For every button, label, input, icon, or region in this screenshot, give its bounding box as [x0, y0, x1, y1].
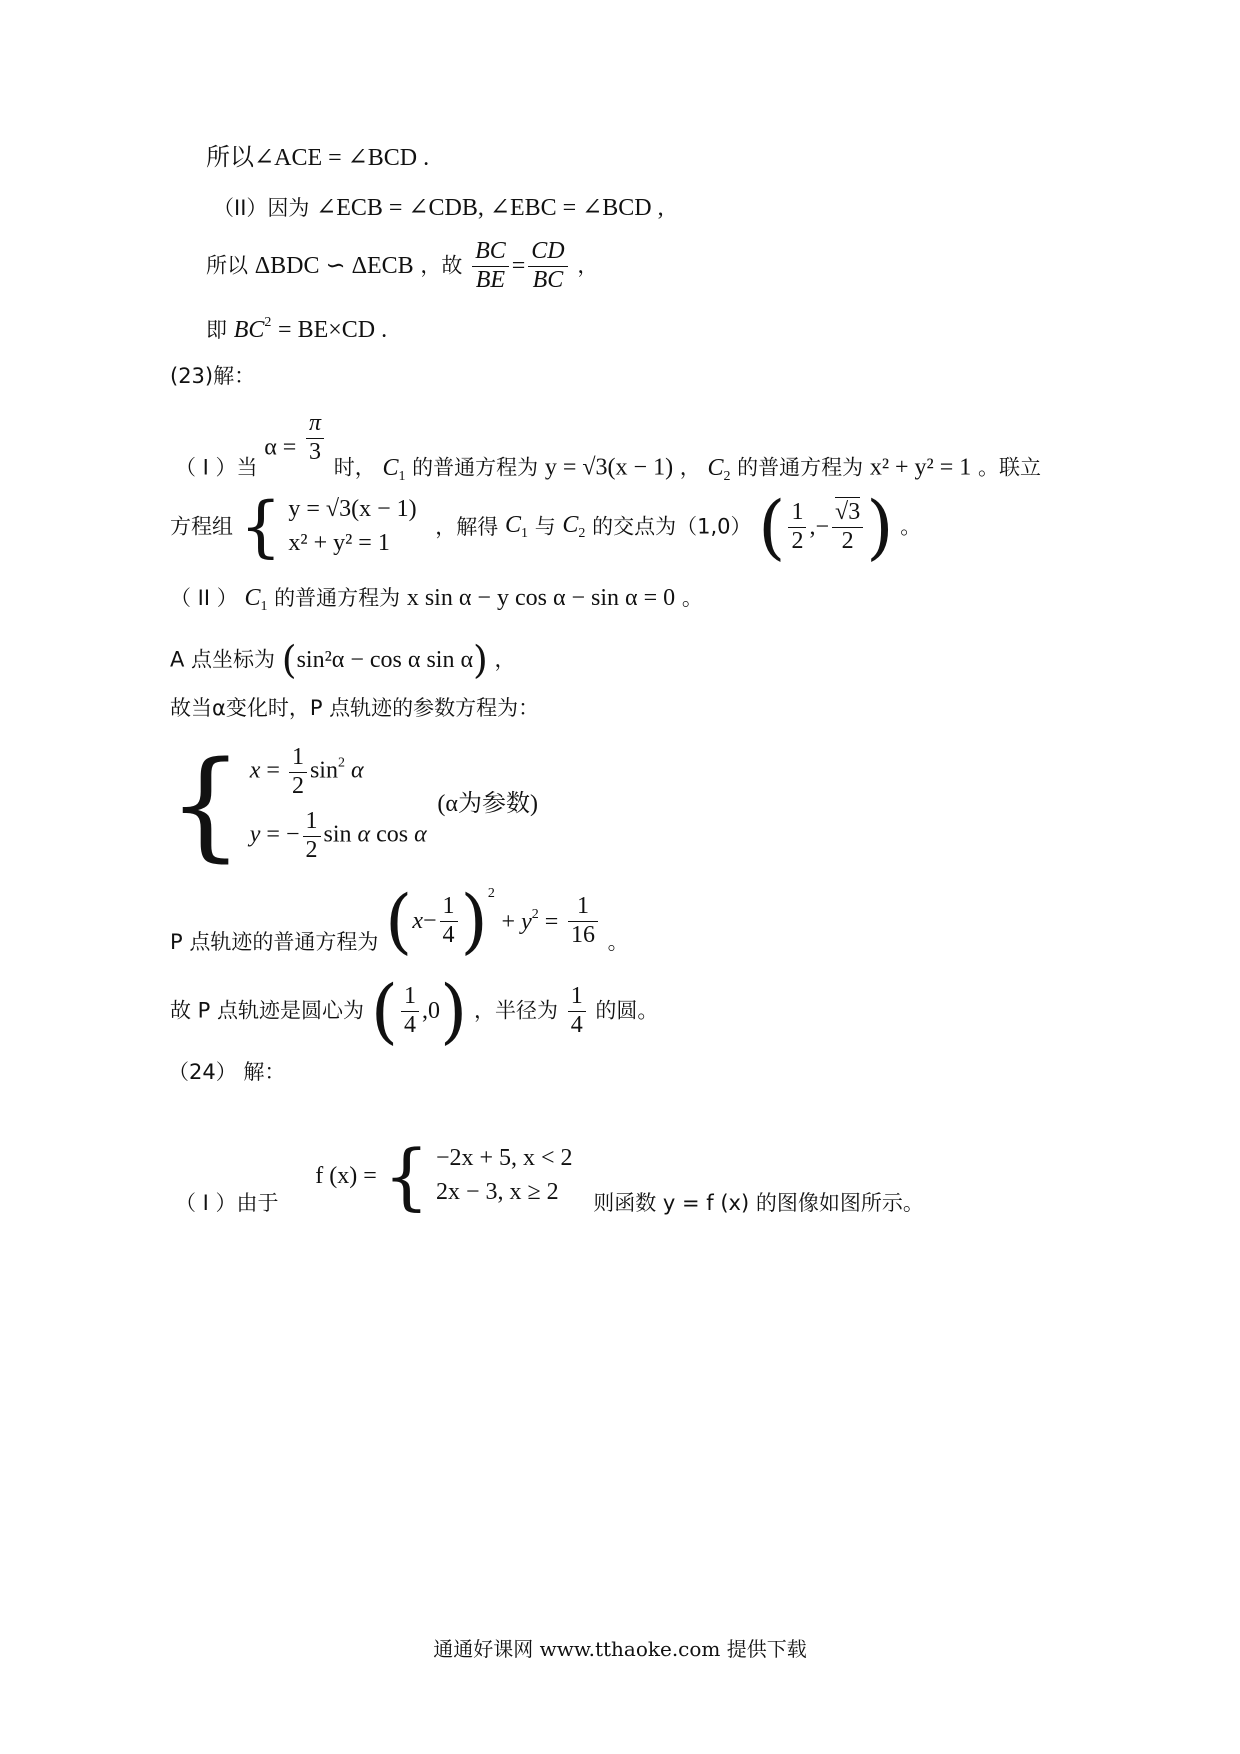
parametric-equations: x = $\frac{1}{2}$ $\sin^2 \alpha$ y = − $\frac{1}{2}$ sin α cos α — [249, 744, 427, 863]
page-footer: 通通好课网 www.tthaoke.com 提供下载 — [433, 1637, 807, 1661]
line-part-ii-angles: （II）因为 ∠ECB = ∠CDB, ∠EBC = ∠BCD , — [213, 195, 664, 221]
fraction-one-quarter: $\frac{1}{4}$ — [401, 983, 419, 1039]
line-23-part-i: （ I ）当 α = $\frac{\pi}{3}$ 时， $C_1$ 的普通方程为 y = √3(x − 1) ， $C_2$ 的普通方程为 x² + y² = 1 。联立 — [175, 410, 1041, 484]
left-brace: { — [239, 488, 282, 565]
line-bc-squared: 即 $BC^2 = BE\times CD$ . — [206, 315, 388, 343]
section-23-heading: (23)解： — [170, 364, 256, 388]
line-parametric-system: { x = $\frac{1}{2}$ $\sin^2 \alpha$ y = − $\frac{1}{2}$ sin α cos α (α为参数) — [168, 735, 538, 874]
equation-system: y = √3(x − 1) x² + y² = 1 — [288, 496, 417, 556]
line-parametric-intro: 故当α变化时，P 点轨迹的参数方程为： — [170, 696, 540, 720]
left-brace: { — [383, 1134, 430, 1218]
line-trajectory-equation: P 点轨迹的普通方程为 (x− $\frac{1}{4}$ )$^2 + y^2$ = $\frac{1}{16}$ 。 — [170, 880, 629, 962]
fraction-bc-be: $\frac{BC}{BE}$ — [472, 238, 509, 294]
line-point-a: A 点坐标为 (sin²α − cos α sin α) ， — [170, 638, 516, 682]
line-piecewise-function: （ I ）由于 f (x) = { −2x + 5, x < 2 2x − 3, x ≥ 2 则函数 y = f (x) 的图像如图所示。 — [175, 1134, 924, 1218]
section-24-heading: （24） 解： — [168, 1060, 286, 1084]
line-circle-center: 故 P 点轨迹是圆心为 ( $\frac{1}{4}$ ,0) ，半径为 $\frac{1}{4}$ 的圆。 — [170, 970, 659, 1052]
fraction-one-sixteenth: $\frac{1}{16}$ — [568, 893, 598, 949]
fraction-pi-over-3: $\frac{\pi}{3}$ — [306, 410, 324, 466]
fraction-one-quarter: $\frac{1}{4}$ — [440, 893, 458, 949]
piecewise-cases: −2x + 5, x < 2 2x − 3, x ≥ 2 — [435, 1145, 573, 1205]
fraction-sqrt3-over-2: $\frac{√3}{2}$ — [832, 499, 863, 555]
line-ace-bcd: 所以∠ACE = ∠BCD . — [206, 145, 430, 171]
left-brace: { — [168, 735, 244, 874]
line-23-part-ii: （ II ） $C_1$ 的普通方程为 x sin α − y cos α − sin α = 0 。 — [170, 585, 703, 614]
fraction-cd-bc: $\frac{CD}{BC}$ — [528, 238, 567, 294]
fraction-one-quarter: $\frac{1}{4}$ — [568, 983, 586, 1039]
fraction-half: $\frac{1}{2}$ — [788, 499, 806, 555]
line-similar-triangles: 所以 ΔBDC ∽ ΔECB ，故 $\frac{BC}{BE}$ = $\frac{CD}{BC}$ ， — [206, 238, 599, 293]
line-23-system: 方程组 { y = √3(x − 1) x² + y² = 1 ，解得 $C_1$ 与 $C_2$ 的交点为（1,0） ( $\frac{1}{2}$ ,− $\frac{√3}{2}$ ) 。 — [170, 486, 922, 568]
